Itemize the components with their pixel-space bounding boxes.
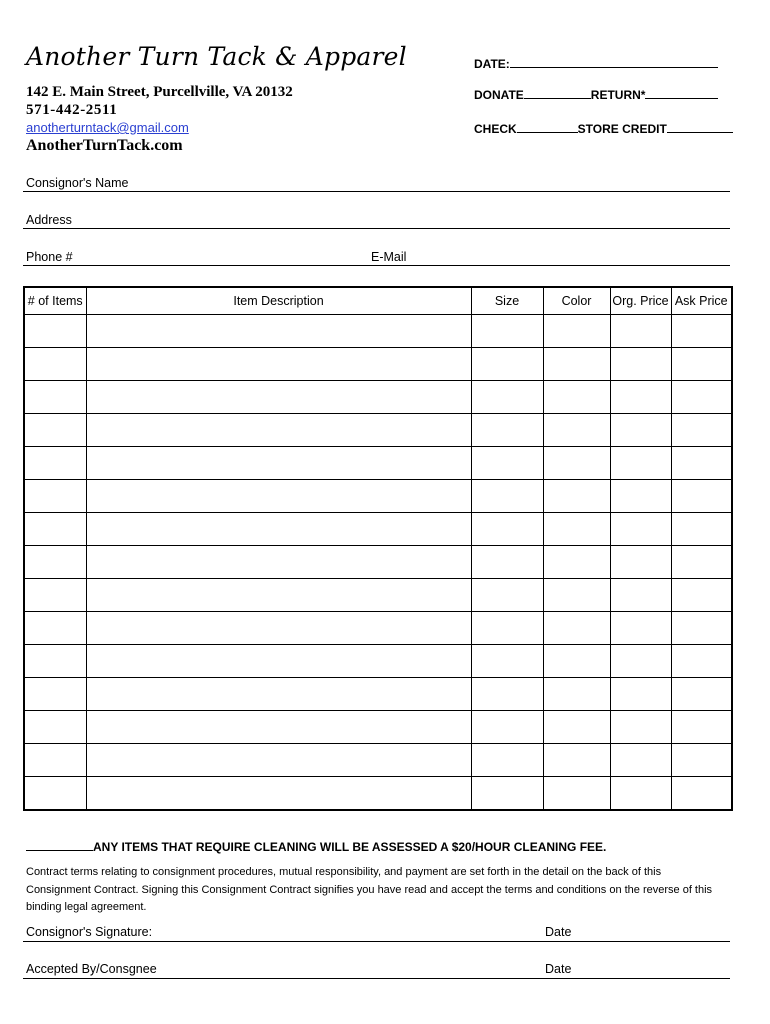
store-phone: 571-442-2511 [26, 102, 118, 118]
table-row [24, 546, 732, 579]
table-cell[interactable] [671, 414, 732, 447]
table-cell[interactable] [671, 744, 732, 777]
table-cell[interactable] [471, 480, 543, 513]
table-cell[interactable] [610, 579, 671, 612]
table-cell[interactable] [24, 744, 86, 777]
table-cell[interactable] [610, 414, 671, 447]
table-cell[interactable] [543, 414, 610, 447]
table-body [24, 315, 732, 811]
contract-terms: Contract terms relating to consignment procedures, mutual responsibility, and payment are set forth in the detail on the back of this Consignment Contract. Signing this Consignment Contract signifies you have read and accept the terms and conditions on the reverse of this binding legal agreement. [26, 866, 713, 913]
table-cell[interactable] [543, 447, 610, 480]
table-cell[interactable] [24, 315, 86, 348]
store-address: 142 E. Main Street, Purcellville, VA 20132 [26, 84, 293, 100]
table-cell[interactable] [86, 711, 471, 744]
table-cell[interactable] [671, 612, 732, 645]
table-cell[interactable] [86, 381, 471, 414]
signature-date-label: Date [545, 925, 572, 939]
table-cell[interactable] [24, 711, 86, 744]
table-cell[interactable] [671, 348, 732, 381]
donate-return-field [474, 87, 718, 102]
table-cell[interactable] [543, 711, 610, 744]
date-blank[interactable] [510, 56, 718, 68]
table-cell[interactable] [543, 315, 610, 348]
col-header-size: Size [471, 287, 543, 315]
table-cell[interactable] [610, 348, 671, 381]
table-cell[interactable] [610, 711, 671, 744]
accepted-by-label: Accepted By/Consgnee [26, 962, 157, 976]
cleaning-notice-text: ANY ITEMS THAT REQUIRE CLEANING WILL BE ASSESSED A $20/HOUR CLEANING FEE. [93, 840, 607, 854]
store-name: Another Turn Tack & Apparel [26, 42, 407, 71]
return-label: RETURN* [590, 88, 646, 102]
table-cell[interactable] [86, 348, 471, 381]
store-credit-label: STORE CREDIT [577, 122, 667, 136]
table-cell[interactable] [610, 777, 671, 811]
table-cell[interactable] [471, 645, 543, 678]
check-credit-field [474, 121, 733, 136]
table-row [24, 678, 732, 711]
table-cell[interactable] [610, 315, 671, 348]
table-cell[interactable] [24, 612, 86, 645]
table-cell[interactable] [471, 447, 543, 480]
accepted-line[interactable] [23, 978, 730, 979]
address-line[interactable] [23, 228, 730, 229]
table-cell[interactable] [24, 480, 86, 513]
table-cell[interactable] [543, 381, 610, 414]
table-cell[interactable] [86, 645, 471, 678]
check-label: CHECK [474, 122, 517, 136]
table-cell[interactable] [671, 381, 732, 414]
phone-label: Phone # [26, 250, 73, 264]
table-cell[interactable] [24, 645, 86, 678]
table-row [24, 315, 732, 348]
table-cell[interactable] [24, 414, 86, 447]
donate-blank[interactable] [524, 87, 591, 99]
email-label: E-Mail [371, 250, 407, 264]
table-cell[interactable] [671, 678, 732, 711]
table-row [24, 381, 732, 414]
table-cell[interactable] [671, 480, 732, 513]
store-website: AnotherTurnTack.com [26, 137, 183, 154]
table-cell[interactable] [24, 513, 86, 546]
table-cell[interactable] [543, 612, 610, 645]
table-cell[interactable] [543, 480, 610, 513]
table-cell[interactable] [24, 777, 86, 811]
table-cell[interactable] [610, 447, 671, 480]
table-row [24, 348, 732, 381]
table-cell[interactable] [471, 513, 543, 546]
table-cell[interactable] [86, 744, 471, 777]
table-cell[interactable] [671, 579, 732, 612]
table-cell[interactable] [471, 777, 543, 811]
col-header-description: Item Description [86, 287, 471, 315]
return-blank[interactable] [645, 87, 718, 99]
table-cell[interactable] [610, 612, 671, 645]
table-cell[interactable] [543, 579, 610, 612]
table-header-row [24, 287, 732, 315]
table-row [24, 612, 732, 645]
table-cell[interactable] [471, 546, 543, 579]
table-cell[interactable] [610, 480, 671, 513]
consignor-name-label: Consignor's Name [26, 176, 129, 190]
table-row [24, 744, 732, 777]
table-cell[interactable] [471, 744, 543, 777]
store-email-link[interactable]: anotherturntack@gmail.com [26, 120, 189, 135]
table-cell[interactable] [86, 579, 471, 612]
table-cell[interactable] [610, 513, 671, 546]
table-cell[interactable] [471, 579, 543, 612]
table-row [24, 513, 732, 546]
table-cell[interactable] [86, 678, 471, 711]
table-row [24, 777, 732, 811]
table-cell[interactable] [471, 381, 543, 414]
table-cell[interactable] [543, 348, 610, 381]
table-cell[interactable] [610, 546, 671, 579]
signature-label: Consignor's Signature: [26, 925, 153, 939]
table-cell[interactable] [610, 744, 671, 777]
table-cell[interactable] [610, 381, 671, 414]
table-cell[interactable] [24, 678, 86, 711]
items-table [23, 286, 733, 811]
table-cell[interactable] [671, 447, 732, 480]
table-cell[interactable] [671, 711, 732, 744]
table-cell[interactable] [86, 777, 471, 811]
table-row [24, 645, 732, 678]
table-cell[interactable] [543, 546, 610, 579]
col-header-ask-price: Ask Price [671, 287, 732, 315]
col-header-org-price: Org. Price [610, 287, 671, 315]
table-cell[interactable] [471, 711, 543, 744]
phone-email-line[interactable] [23, 265, 730, 266]
table-cell[interactable] [471, 678, 543, 711]
table-cell[interactable] [24, 381, 86, 414]
signature-line[interactable] [23, 941, 730, 942]
table-cell[interactable] [24, 579, 86, 612]
col-header-color: Color [543, 287, 610, 315]
table-row [24, 447, 732, 480]
table-cell[interactable] [24, 348, 86, 381]
table-cell[interactable] [610, 645, 671, 678]
table-row [24, 711, 732, 744]
table-cell[interactable] [86, 414, 471, 447]
table-cell[interactable] [671, 546, 732, 579]
date-field[interactable] [474, 56, 718, 71]
table-cell[interactable] [86, 513, 471, 546]
table-cell[interactable] [471, 348, 543, 381]
cleaning-initial-blank[interactable] [26, 838, 93, 851]
store-credit-blank[interactable] [667, 121, 733, 133]
table-cell[interactable] [671, 777, 732, 811]
cleaning-notice [26, 838, 606, 854]
table-cell[interactable] [86, 315, 471, 348]
accepted-date-label: Date [545, 962, 572, 976]
table-cell[interactable] [610, 678, 671, 711]
table-cell[interactable] [543, 678, 610, 711]
table-cell[interactable] [543, 744, 610, 777]
date-label: DATE: [474, 57, 510, 71]
col-header-items: # of Items [24, 287, 86, 315]
consignor-name-line[interactable] [23, 191, 730, 192]
table-cell[interactable] [86, 480, 471, 513]
table-cell[interactable] [671, 513, 732, 546]
table-cell[interactable] [543, 645, 610, 678]
table-cell[interactable] [671, 315, 732, 348]
table-cell[interactable] [543, 513, 610, 546]
table-cell[interactable] [471, 414, 543, 447]
table-cell[interactable] [24, 447, 86, 480]
table-cell[interactable] [86, 447, 471, 480]
table-cell[interactable] [671, 645, 732, 678]
table-cell[interactable] [471, 612, 543, 645]
donate-label: DONATE [474, 88, 524, 102]
table-row [24, 579, 732, 612]
table-cell[interactable] [543, 777, 610, 811]
table-cell[interactable] [86, 612, 471, 645]
address-label: Address [26, 213, 72, 227]
table-cell[interactable] [24, 546, 86, 579]
table-cell[interactable] [86, 546, 471, 579]
table-cell[interactable] [471, 315, 543, 348]
check-blank[interactable] [517, 121, 578, 133]
table-row [24, 480, 732, 513]
table-row [24, 414, 732, 447]
